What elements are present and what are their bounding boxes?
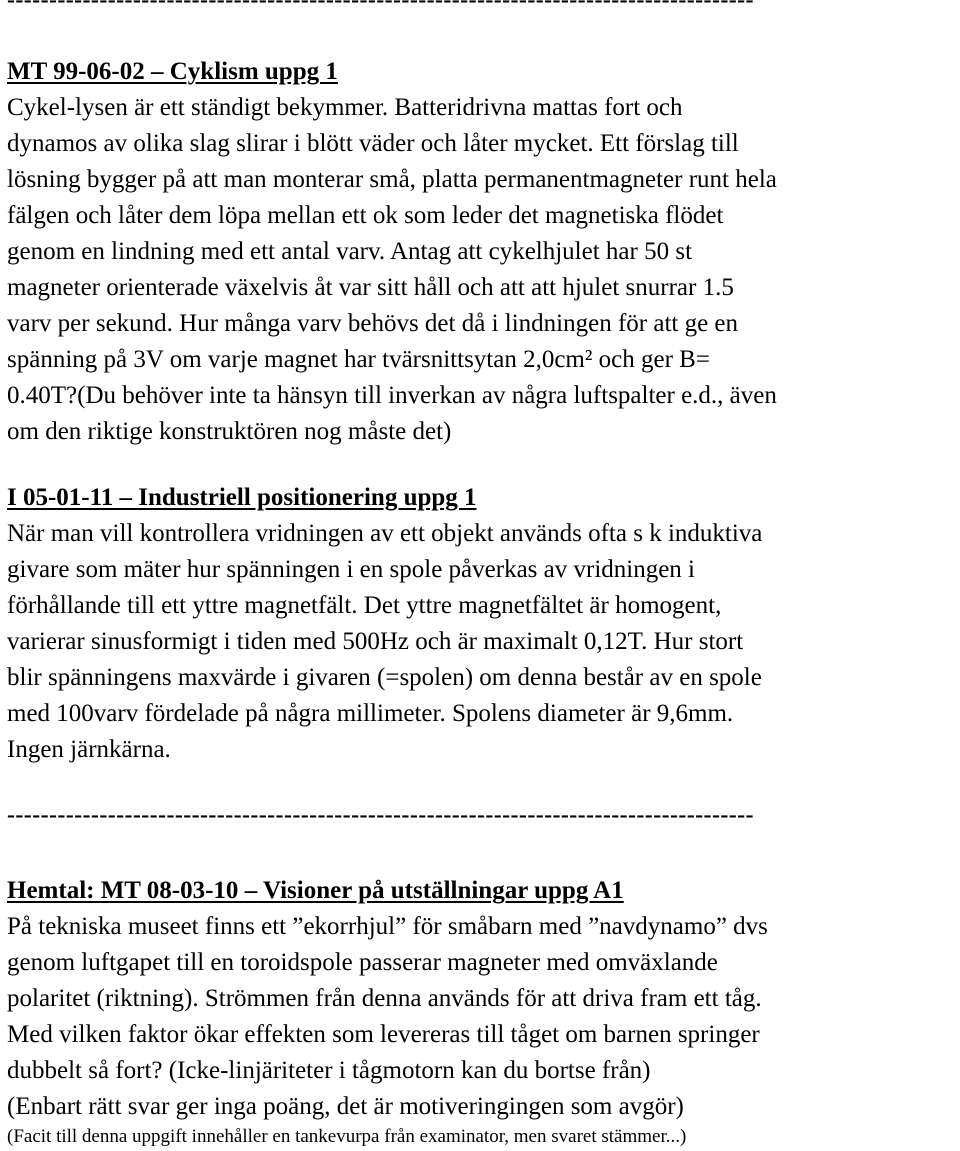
separator-middle: -----------------------------------------------------------------------------------------	[7, 802, 754, 828]
heading-dash: –	[244, 877, 258, 904]
body-line: Ingen järnkärna.	[7, 736, 171, 763]
body-line: dubbelt så fort? (Icke-linjäriteter i tågmotorn kan du bortse från)	[7, 1057, 651, 1084]
facit-note: (Facit till denna uppgift innehåller en tankevurpa från examinator, men svaret stämmer...)	[7, 1126, 687, 1147]
section-body	[7, 909, 955, 1125]
body-line: polaritet (riktning). Strömmen från denna används för att driva fram ett tåg.	[7, 985, 762, 1012]
body-line: 0.40T?(Du behöver inte ta hänsyn till inverkan av några luftspalter e.d., även	[7, 382, 777, 409]
section-heading	[7, 480, 955, 516]
body-line: varierar sinusformigt i tiden med 500Hz och är maximalt 0,12T. Hur stort	[7, 628, 744, 655]
section-body	[7, 90, 955, 450]
body-line: (Enbart rätt svar ger inga poäng, det är motiveringingen som avgör)	[7, 1093, 684, 1120]
body-line: fälgen och låter dem löpa mellan ett ok som leder det magnetiska flödet	[7, 202, 724, 229]
heading-title: Industriell positionering uppg 1	[132, 484, 477, 511]
body-line: dynamos av olika slag slirar i blött väder och låter mycket. Ett förslag till	[7, 130, 739, 157]
section-heading	[7, 54, 955, 90]
heading-code: MT 99-06-02	[7, 58, 151, 85]
body-line: blir spänningens maxvärde i givaren (=spolen) om denna består av en spole	[7, 664, 762, 691]
body-line: om den riktige konstruktören nog måste det)	[7, 418, 452, 445]
heading-code: Hemtal: MT 08-03-10	[7, 877, 245, 904]
body-line: givare som mäter hur spänningen i en spole påverkas av vridningen i	[7, 556, 696, 583]
body-line: magneter orienterade växelvis åt var sitt håll och att att hjulet snurrar 1.5	[7, 274, 734, 301]
body-line: med 100varv fördelade på några millimeter. Spolens diameter är 9,6mm.	[7, 700, 734, 727]
heading-dash: –	[150, 58, 164, 85]
section-heading	[7, 873, 955, 909]
heading-title: Cyklism uppg 1	[163, 58, 338, 85]
body-line: Cykel-lysen är ett ständigt bekymmer. Batteridrivna mattas fort och	[7, 94, 683, 121]
problem-section-hemtal	[7, 873, 955, 1149]
body-line: förhållande till ett yttre magnetfält. Det yttre magnetfältet är homogent,	[7, 592, 722, 619]
problem-section-cyklism	[7, 54, 955, 450]
section-body	[7, 516, 955, 768]
heading-title: Visioner på utställningar uppg A1	[257, 877, 624, 904]
body-line: spänning på 3V om varje magnet har tvärsnittsytan 2,0cm² och ger B=	[7, 346, 710, 373]
problem-section-positionering	[7, 480, 955, 768]
body-line: Med vilken faktor ökar effekten som levereras till tåget om barnen springer	[7, 1021, 760, 1048]
body-line: lösning bygger på att man monterar små, platta permanentmagneter runt hela	[7, 166, 777, 193]
heading-code: I 05-01-11	[7, 484, 120, 511]
body-line: varv per sekund. Hur många varv behövs det då i lindningen för att ge en	[7, 310, 739, 337]
separator-top: -----------------------------------------------------------------------------------------	[7, 0, 754, 13]
body-line: När man vill kontrollera vridningen av ett objekt används ofta s k induktiva	[7, 520, 763, 547]
body-line: genom luftgapet till en toroidspole passerar magneter med omväxlande	[7, 949, 718, 976]
body-line: På tekniska museet finns ett ”ekorrhjul” för småbarn med ”navdynamo” dvs	[7, 913, 768, 940]
heading-dash: –	[119, 484, 132, 511]
body-line: genom en lindning med ett antal varv. Antag att cykelhjulet har 50 st	[7, 238, 693, 265]
